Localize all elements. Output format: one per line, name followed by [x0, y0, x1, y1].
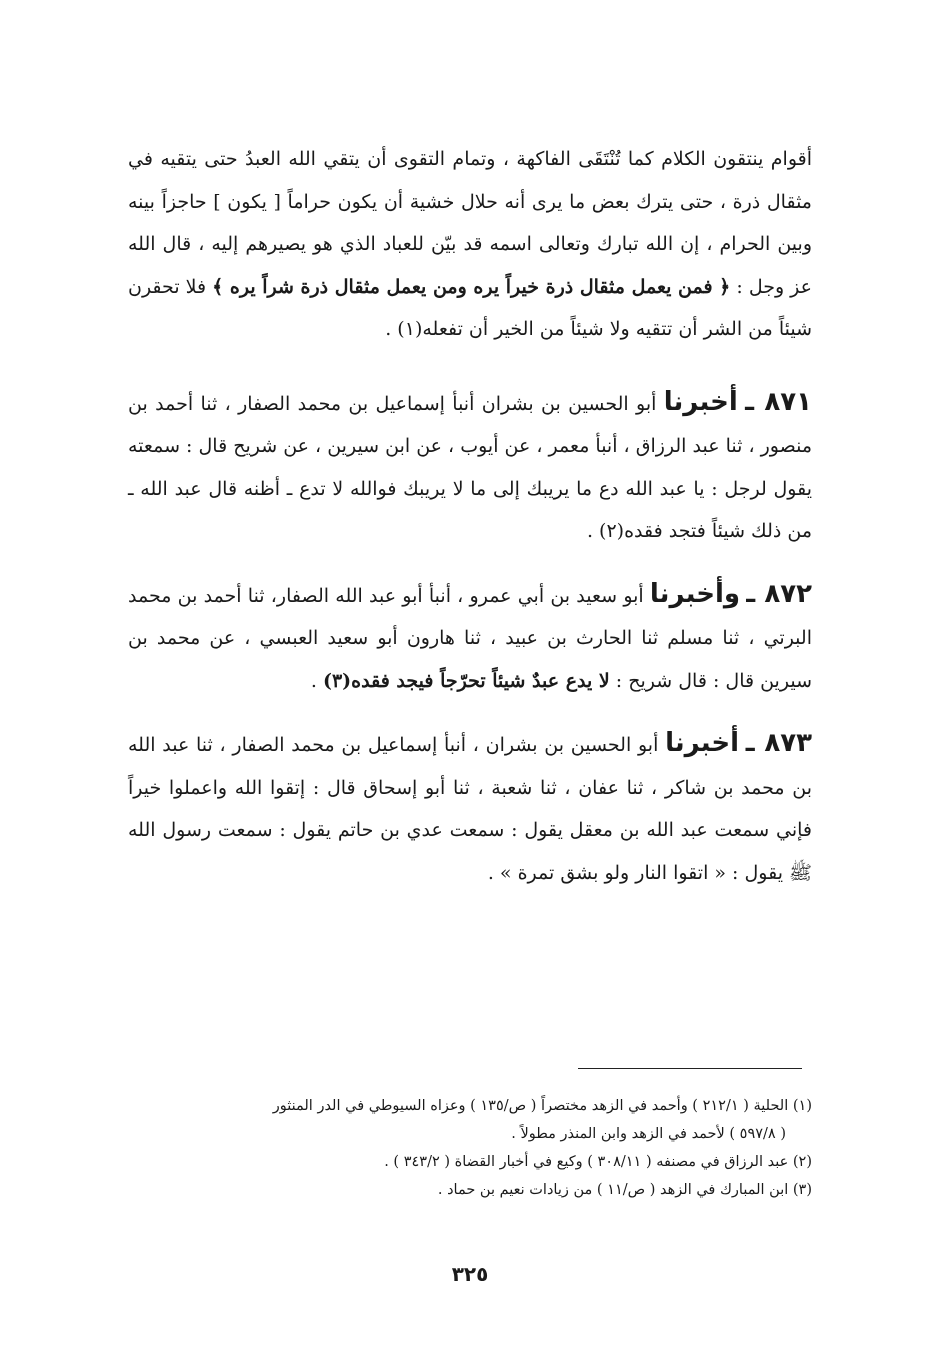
hadith-873	[128, 722, 812, 894]
hadith-872	[128, 573, 812, 703]
footnote-2: (٢) عبد الرزاق في مصنفه ( ٣٠٨/١١ ) وكيع في أخبار القضاة ( ٣٤٣/٢ ) .	[384, 1154, 812, 1170]
hadith-number: ٨٧٢ ـ	[746, 578, 812, 609]
intro-text-1: أقوام ينتقون الكلام كما تُنْتَقَى الفاكهة ، وتمام التقوى أن يتقي الله العبدُ حتى يتقيه في مثقال ذرة ، حتى يترك بعض ما يرى أنه حلال خشية أن يكون حراماً [ يكون ] حاجزاً بينه وبين الحرام ، إن الله تبارك وتعالى اسمه قد بيّن للعباد الذي هو يصيرهم إليه ، قال الله عز وجل :	[128, 148, 812, 298]
hadith-text: أبو الحسين بن بشران أنبأ إسماعيل بن محمد الصفار ، ثنا أحمد بن منصور ، ثنا عبد الرزاق ، أنبأ معمر ، عن أيوب ، عن ابن سيرين ، عن شريح قال : سمعته يقول لرجل : يا عبد الله دع ما يريبك إلى ما لا يريبك فوالله لا تدع ـ أظنه قال عبد الله ـ من ذلك شيئاً فتجد فقده(٢) .	[128, 392, 812, 542]
footnotes	[128, 1092, 812, 1204]
page-number: ٣٢٥	[451, 1262, 489, 1286]
intro-text-2: فلا تحقرن شيئاً من الشر أن تتقيه ولا شيئاً من الخير أن تفعله(١) .	[128, 275, 812, 340]
hadith-keyword: أخبرنا	[663, 386, 738, 417]
footnote-1-continued: ( ٥٩٧/٨ ) لأحمد في الزهد وابن المنذر مطولاً .	[511, 1126, 786, 1142]
hadith-keyword: أخبرنا	[665, 728, 740, 758]
intro-paragraph	[128, 138, 812, 351]
footnote-3: (٣) ابن المبارك في الزهد ( ص/١١ ) من زيادات نعيم بن حماد .	[437, 1182, 812, 1198]
hadith-text: أبو سعيد بن أبي عمرو ، أنبأ أبو عبد الله الصفار، ثنا أحمد بن محمد البرتي ، ثنا مسلم ثنا الحارث بن عبيد ، ثنا هارون أبو سعيد العبسي ، عن محمد بن سيرين قال : قال شريح :	[128, 584, 812, 692]
hadith-text: أبو الحسين بن بشران ، أنبأ إسماعيل بن محمد الصفار ، ثنا عبد الله بن محمد بن شاكر ، ثنا عفان ، ثنا شعبة ، ثنا أبو إسحاق قال : إتقوا الله واعملوا خيراً فإني سمعت عبد الله بن معقل يقول : سمعت عدي بن حاتم يقول : سمعت رسول الله ﷺ يقول : « اتقوا النار ولو بشق تمرة » .	[128, 734, 812, 884]
hadith-keyword: وأخبرنا	[649, 578, 741, 609]
hadith-number: ٨٧١ ـ	[745, 386, 812, 417]
hadith-quote: لا يدع عبدٌ شيئاً تحرّجاً فيجد فقده(٣)	[322, 669, 610, 692]
main-text	[128, 138, 812, 894]
footnote-separator	[578, 1068, 802, 1069]
hadith-number: ٨٧٣ ـ	[745, 728, 812, 758]
paragraph-gap	[128, 553, 812, 573]
paragraph-gap	[128, 702, 812, 722]
hadith-text-end: .	[310, 669, 323, 692]
paragraph-gap	[128, 351, 812, 381]
hadith-871	[128, 381, 812, 553]
quran-verse: ﴿ فمن يعمل مثقال ذرة خيراً يره ومن يعمل مثقال ذرة شراً يره ﴾	[212, 275, 731, 298]
footnote-1: (١) الحلية ( ٢١٢/١ ) وأحمد في الزهد مختصراً ( ص/١٣٥ ) وعزاه السيوطي في الدر المنثور	[272, 1098, 812, 1114]
